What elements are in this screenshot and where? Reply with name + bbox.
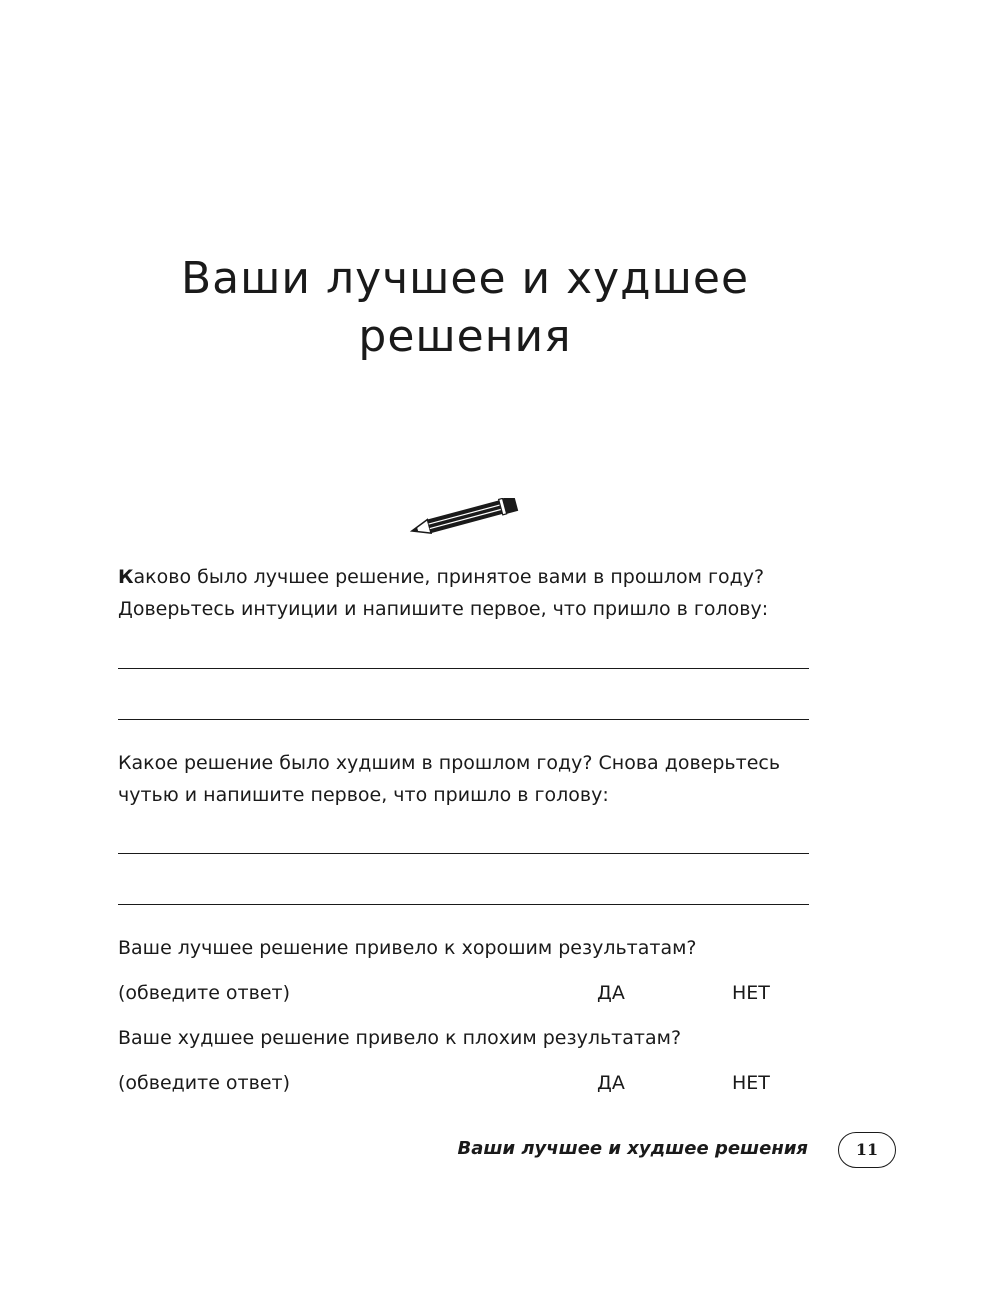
- drop-cap: К: [118, 566, 134, 588]
- answer-line[interactable]: [118, 719, 809, 720]
- question-best-decision: [118, 561, 810, 625]
- question-best-decision-text: аково было лучшее решение, принятое вами в прошлом году? Доверьтесь интуиции и напишите первое, что пришло в голову:: [118, 566, 769, 620]
- page-title-line-1: Ваши лучшее и худшее: [180, 253, 750, 304]
- answer-yes-option[interactable]: ДА: [597, 1072, 625, 1094]
- question-best-result: Ваше лучшее решение привело к хорошим результатам?: [118, 937, 697, 959]
- answer-line[interactable]: [118, 668, 809, 669]
- circle-answer-hint: (обведите ответ): [118, 1072, 290, 1094]
- answer-no-option[interactable]: НЕТ: [732, 982, 770, 1004]
- circle-answer-hint: (обведите ответ): [118, 982, 290, 1004]
- answer-line[interactable]: [118, 904, 809, 905]
- answer-no-option[interactable]: НЕТ: [732, 1072, 770, 1094]
- page-number: 11: [838, 1132, 896, 1168]
- answer-yes-option[interactable]: ДА: [597, 982, 625, 1004]
- page-title-line-2: решения: [358, 311, 572, 362]
- page-title: [0, 250, 930, 366]
- running-title: Ваши лучшее и худшее решения: [457, 1138, 808, 1159]
- question-worst-decision: Какое решение было худшим в прошлом году? Снова доверьтесь чутью и напишите первое, что пришло в голову:: [118, 752, 781, 806]
- answer-line[interactable]: [118, 853, 809, 854]
- question-worst-result: Ваше худшее решение привело к плохим результатам?: [118, 1027, 682, 1049]
- pencil-icon: [408, 498, 520, 536]
